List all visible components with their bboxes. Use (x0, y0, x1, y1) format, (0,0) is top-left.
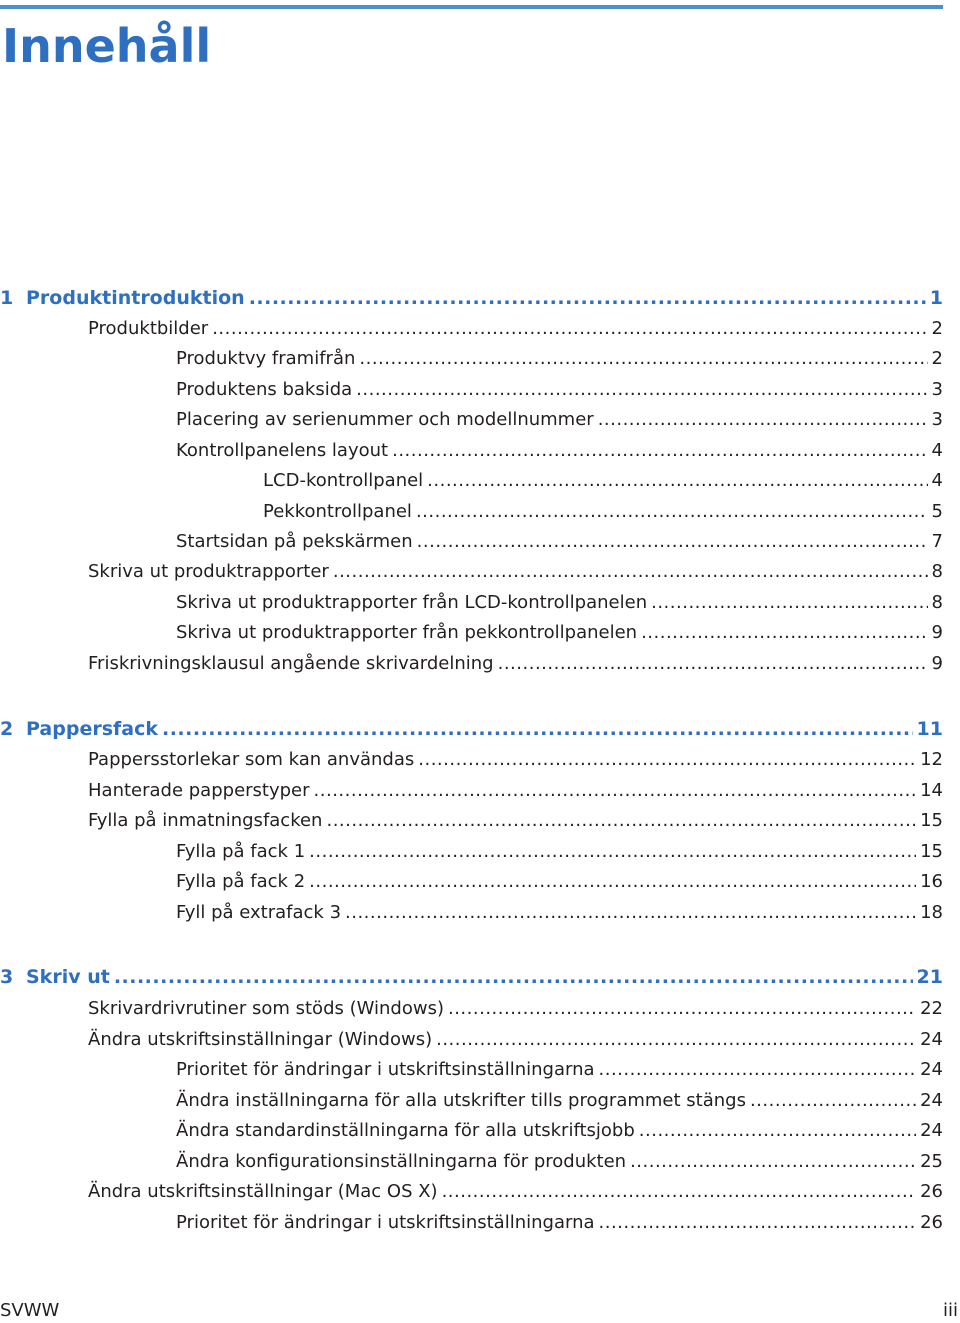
entry-label: Friskrivningsklausul angående skrivardelning (88, 653, 494, 674)
toc-entry[interactable] (176, 867, 943, 897)
toc-entry[interactable] (176, 1147, 943, 1177)
page-number: 5 (931, 501, 943, 522)
page-number: 22 (920, 998, 943, 1019)
leader-dots (418, 745, 916, 775)
entry-label: Hanterade papperstyper (88, 780, 310, 801)
entry-label: Ändra konfigurationsinställningarna för produkten (176, 1151, 627, 1172)
toc-entry[interactable] (176, 405, 943, 435)
page-number: 8 (931, 592, 943, 613)
entry-label: Placering av serienummer och modellnummer (176, 409, 594, 430)
leader-dots (309, 867, 916, 897)
toc-chapter-2[interactable] (0, 714, 943, 744)
entry-label: Skriva ut produktrapporter (88, 561, 329, 582)
leader-dots (599, 1055, 917, 1085)
leader-dots (392, 436, 927, 466)
entry-label: Fylla på inmatningsfacken (88, 810, 323, 831)
leader-dots (326, 806, 916, 836)
entry-label: Skriva ut produktrapporter från LCD-kontrollpanelen (176, 592, 648, 613)
leader-dots (427, 466, 927, 496)
toc-entry[interactable] (88, 1177, 943, 1207)
toc-entry[interactable] (176, 375, 943, 405)
footer-page-number: iii (942, 1300, 958, 1321)
leader-dots (356, 375, 927, 405)
chapter-title: Pappersfack (26, 718, 158, 740)
page-number: 16 (920, 871, 943, 892)
entry-label: Prioritet för ändringar i utskriftsinställningarna (176, 1212, 595, 1233)
toc-chapter-3[interactable] (0, 962, 943, 992)
toc-entry[interactable] (176, 527, 943, 557)
leader-dots (249, 283, 926, 313)
toc-entry[interactable] (176, 1208, 943, 1238)
page-number: 3 (931, 409, 943, 430)
leader-dots (416, 497, 928, 527)
toc-entry[interactable] (176, 344, 943, 374)
chapter-number: 3 (0, 966, 14, 988)
leader-dots (314, 776, 917, 806)
footer-doc-code: SVWW (0, 1300, 60, 1321)
entry-label: Kontrollpanelens layout (176, 440, 389, 461)
leader-dots (599, 1208, 917, 1238)
leader-dots (442, 1177, 917, 1207)
toc-entry[interactable] (88, 776, 943, 806)
leader-dots (333, 557, 928, 587)
page-number: 18 (920, 902, 943, 923)
toc-entry[interactable] (263, 497, 943, 527)
page-number: 25 (920, 1151, 943, 1172)
toc-chapter-1[interactable] (0, 283, 943, 313)
page-number: 2 (931, 348, 943, 369)
leader-dots (498, 649, 928, 679)
toc-entry[interactable] (88, 994, 943, 1024)
leader-dots (436, 1025, 916, 1055)
entry-label: Prioritet för ändringar i utskriftsinställningarna (176, 1059, 595, 1080)
leader-dots (651, 588, 927, 618)
entry-label: Produktvy framifrån (176, 348, 356, 369)
page-number: 3 (931, 379, 943, 400)
page-number: 26 (920, 1181, 943, 1202)
leader-dots (309, 837, 916, 867)
entry-label: Startsidan på pekskärmen (176, 531, 413, 552)
page-number: 24 (920, 1120, 943, 1141)
leader-dots (598, 405, 928, 435)
entry-label: Fylla på fack 2 (176, 871, 306, 892)
leader-dots (345, 898, 916, 928)
toc-entry[interactable] (176, 436, 943, 466)
toc-entry[interactable] (263, 466, 943, 496)
toc-entry[interactable] (88, 557, 943, 587)
page-number: 24 (920, 1029, 943, 1050)
toc-entry[interactable] (176, 1086, 943, 1116)
toc-entry[interactable] (88, 745, 943, 775)
toc-entry[interactable] (176, 898, 943, 928)
entry-label: Produktbilder (88, 318, 209, 339)
entry-label: Ändra utskriftsinställningar (Windows) (88, 1029, 433, 1050)
page-number: 8 (931, 561, 943, 582)
entry-label: Fylla på fack 1 (176, 841, 306, 862)
leader-dots (114, 962, 913, 992)
page-number: 7 (931, 531, 943, 552)
chapter-number: 1 (0, 287, 14, 309)
toc-entry[interactable] (88, 649, 943, 679)
page-number: 14 (920, 780, 943, 801)
toc-entry[interactable] (176, 1116, 943, 1146)
page-number: 21 (916, 966, 943, 988)
toc-entry[interactable] (176, 837, 943, 867)
chapter-title: Produktintroduktion (26, 287, 245, 309)
toc-entry[interactable] (176, 618, 943, 648)
page-number: 1 (929, 287, 943, 309)
leader-dots (162, 714, 913, 744)
page-number: 15 (920, 810, 943, 831)
page-number: 15 (920, 841, 943, 862)
leader-dots (212, 314, 927, 344)
chapter-number: 2 (0, 718, 14, 740)
leader-dots (417, 527, 928, 557)
entry-label: Ändra utskriftsinställningar (Mac OS X) (88, 1181, 438, 1202)
entry-label: Ändra standardinställningarna för alla utskriftsjobb (176, 1120, 635, 1141)
entry-label: Skriva ut produktrapporter från pekkontrollpanelen (176, 622, 638, 643)
page-number: 11 (916, 718, 943, 740)
page-number: 2 (931, 318, 943, 339)
toc-entry[interactable] (88, 314, 943, 344)
leader-dots (359, 344, 927, 374)
leader-dots (639, 1116, 916, 1146)
toc-entry[interactable] (176, 1055, 943, 1085)
entry-label: Produktens baksida (176, 379, 353, 400)
entry-label: LCD-kontrollpanel (263, 470, 424, 491)
leader-dots (448, 994, 916, 1024)
page-number: 12 (920, 749, 943, 770)
entry-label: Ändra inställningarna för alla utskrifter tills programmet stängs (176, 1090, 746, 1111)
toc-entry[interactable] (88, 1025, 943, 1055)
toc-entry[interactable] (176, 588, 943, 618)
page-number: 24 (920, 1090, 943, 1111)
page-number: 24 (920, 1059, 943, 1080)
leader-dots (630, 1147, 916, 1177)
page-number: 4 (931, 440, 943, 461)
entry-label: Pekkontrollpanel (263, 501, 412, 522)
entry-label: Fyll på extrafack 3 (176, 902, 342, 923)
page-number: 4 (931, 470, 943, 491)
leader-dots (750, 1086, 916, 1116)
page-number: 9 (931, 653, 943, 674)
entry-label: Skrivardrivrutiner som stöds (Windows) (88, 998, 444, 1019)
leader-dots (641, 618, 927, 648)
page-title: Innehåll (2, 19, 212, 73)
page-number: 26 (920, 1212, 943, 1233)
entry-label: Pappersstorlekar som kan användas (88, 749, 415, 770)
toc-entry[interactable] (88, 806, 943, 836)
page-number: 9 (931, 622, 943, 643)
chapter-title: Skriv ut (26, 966, 110, 988)
